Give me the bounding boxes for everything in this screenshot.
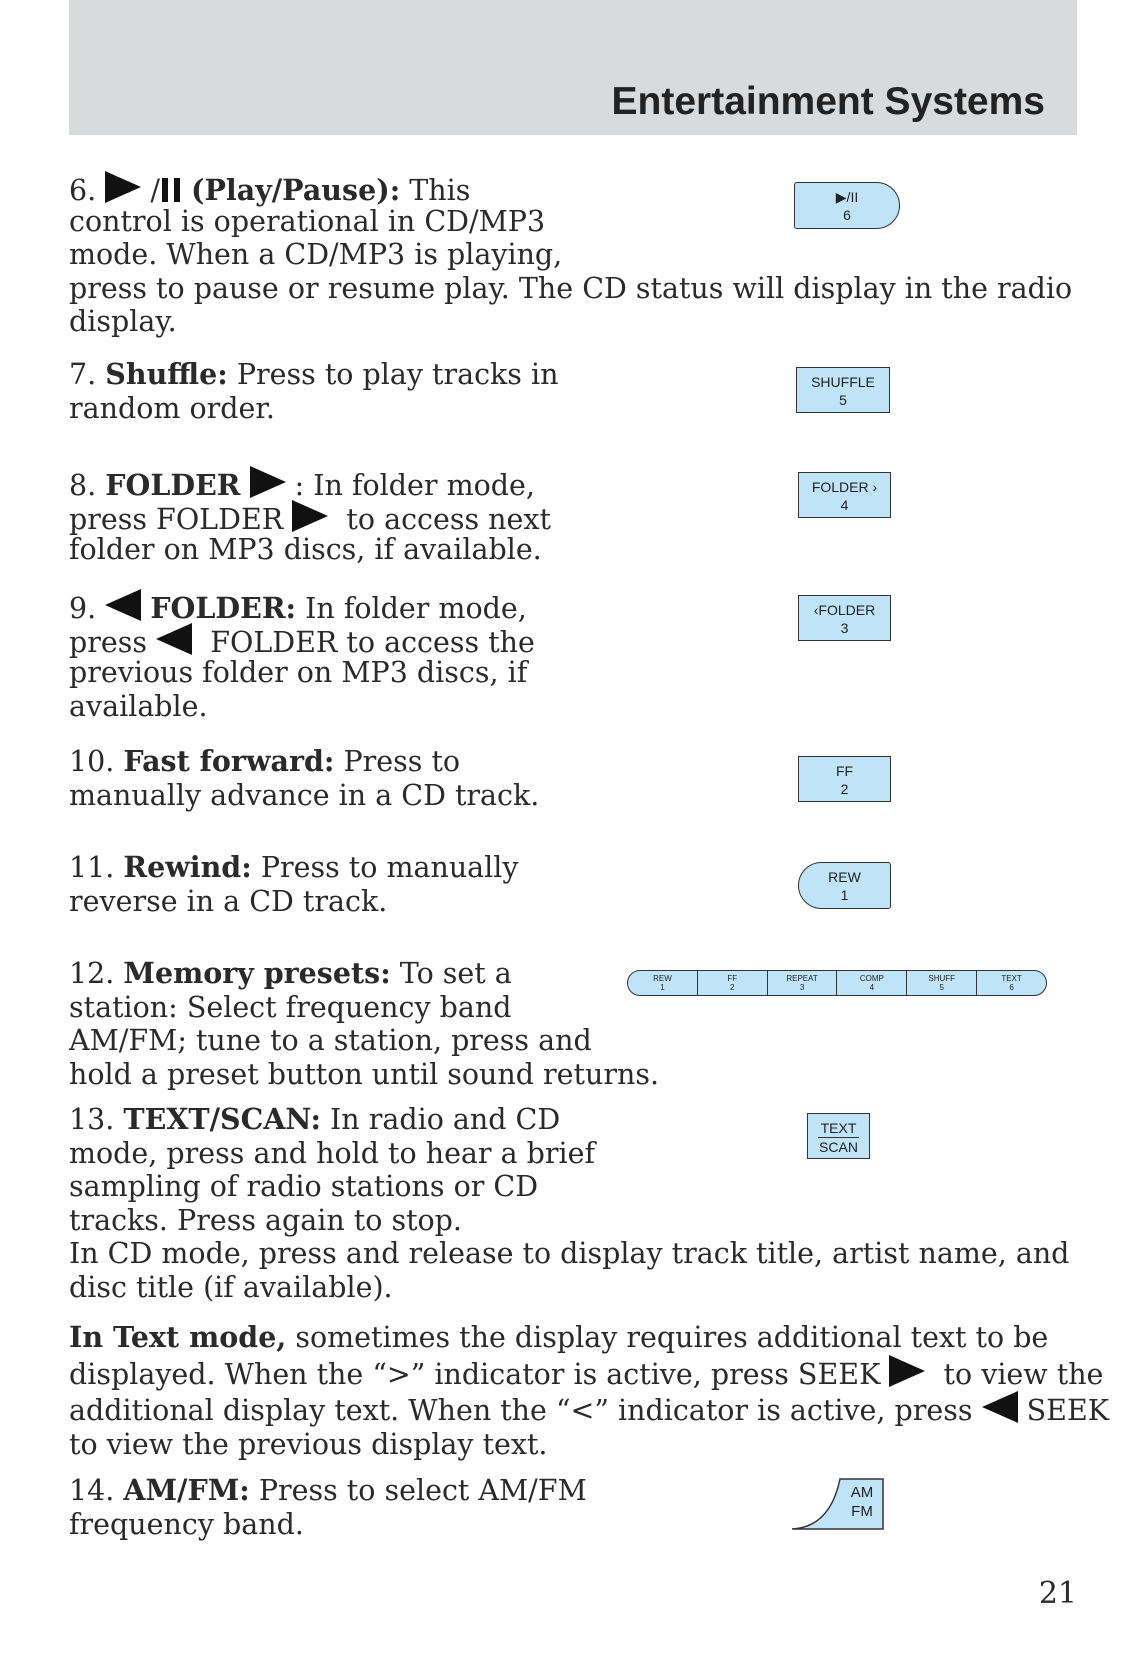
prev-arrow-icon (105, 589, 141, 621)
rewind-button[interactable]: REW 1 (798, 862, 891, 909)
next-arrow-icon (292, 500, 328, 532)
seek-prev-icon (982, 1391, 1018, 1423)
next-arrow-icon (250, 466, 286, 498)
preset-number: 5 (939, 983, 944, 992)
preset-button[interactable] (906, 971, 976, 995)
play-pause-button[interactable]: ▶/II 6 (794, 182, 900, 229)
am-fm-button[interactable]: AM FM (850, 1484, 874, 1520)
preset-number: 1 (660, 983, 665, 992)
item-play-pause: 6. / (Play/Pause): This control is operational in CD/MP3 mode. When a CD/MP3 is playing, press to pause or resume play. The CD status will display in the radio display. (69, 173, 1073, 338)
preset-number: 2 (730, 983, 735, 992)
preset-label: COMP (859, 974, 884, 983)
preset-number: 4 (869, 983, 875, 992)
folder-next-button[interactable]: FOLDER › 4 (798, 472, 891, 518)
item-folder-next: 8. FOLDER : In folder mode, press FOLDER to access next folder on MP3 discs, if available. (69, 468, 551, 566)
folder-prev-button[interactable]: ‹FOLDER 3 (798, 595, 891, 641)
shuffle-button[interactable]: SHUFFLE 5 (796, 367, 890, 413)
text-mode-paragraph: In Text mode, sometimes the display requires additional text to be displayed. When the “>” indicator is active, press SEEK to view the additional display text. When the “<” indicator is active, press SEEK to view the previous display text. (69, 1320, 1110, 1461)
fast-forward-button[interactable]: FF 2 (798, 756, 891, 802)
seek-next-icon (889, 1355, 925, 1387)
preset-button[interactable] (836, 971, 906, 995)
prev-arrow-icon (156, 623, 192, 655)
preset-label: TEXT (1001, 974, 1022, 983)
preset-button[interactable] (976, 971, 1046, 995)
item-text-scan: 13. TEXT/SCAN: In radio and CD mode, press and hold to hear a brief sampling of radio stations or CD tracks. Press again to stop. In CD mode, press and release to display track title, artist name, and disc title (if available). (69, 1102, 1070, 1304)
page-header (69, 0, 1077, 135)
preset-button-strip (627, 970, 1047, 996)
preset-button[interactable] (628, 971, 697, 995)
section-title: Entertainment Systems (611, 80, 1045, 123)
item-shuffle: 7. Shuffle: Press to play tracks in random order. (69, 357, 559, 425)
preset-label: SHUFF (928, 974, 956, 983)
pause-icon (162, 178, 180, 202)
preset-button[interactable] (697, 971, 767, 995)
play-icon (105, 171, 141, 203)
preset-label: REW (653, 974, 672, 983)
item-memory-presets: 12. Memory presets: To set a station: Select frequency band AM/FM; tune to a station, press and hold a preset button until sound returns. (69, 956, 660, 1091)
item-folder-prev: 9. FOLDER: In folder mode, press FOLDER to access the previous folder on MP3 discs, if available. (69, 591, 535, 723)
item-rewind: 11. Rewind: Press to manually reverse in a CD track. (69, 850, 519, 918)
preset-number: 3 (799, 983, 805, 992)
page-number: 21 (1038, 1576, 1077, 1611)
preset-number: 6 (1009, 983, 1014, 992)
preset-button[interactable] (767, 971, 837, 995)
preset-label: REPEAT (786, 974, 818, 983)
preset-label: FF (727, 974, 738, 983)
item-fast-forward: 10. Fast forward: Press to manually advance in a CD track. (69, 744, 540, 812)
item-am-fm: 14. AM/FM: Press to select AM/FM frequency band. (69, 1473, 587, 1541)
text-scan-button[interactable]: TEXT SCAN (807, 1113, 870, 1159)
